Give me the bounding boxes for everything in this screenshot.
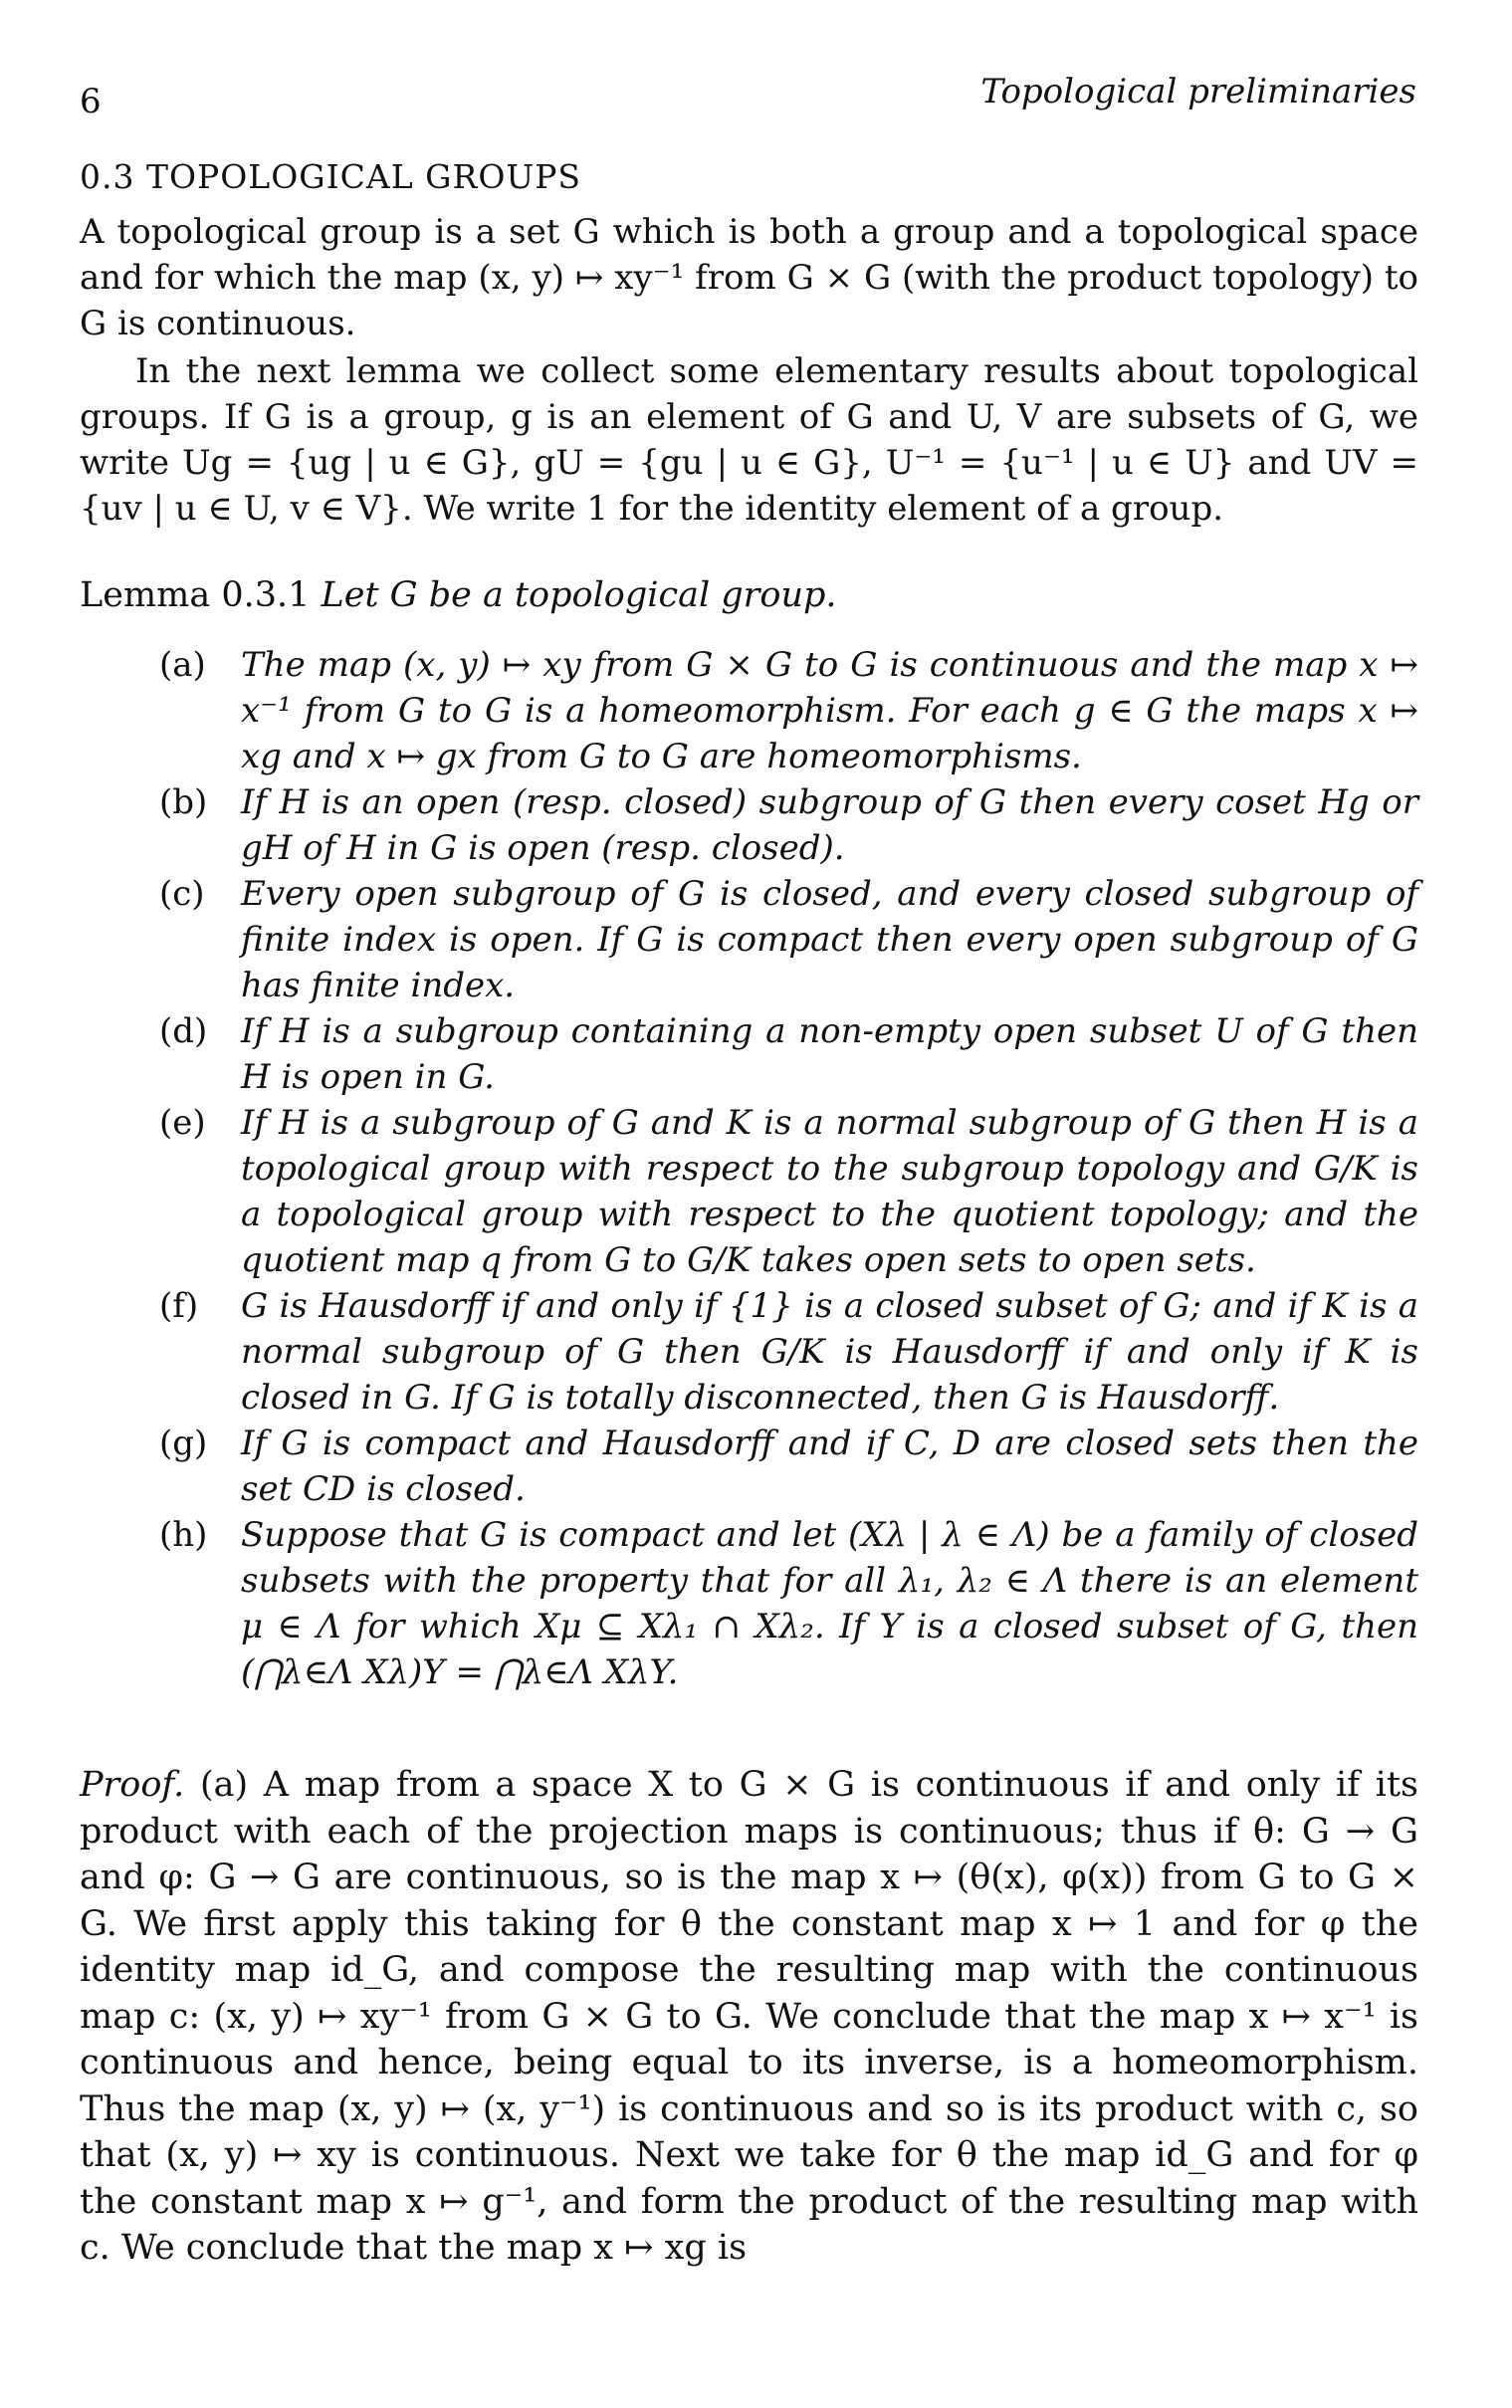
item-label: (a) [159,645,206,685]
running-head: Topological preliminaries [980,72,1416,111]
lemma-label: Lemma 0.3.1 [80,575,311,615]
item-text: If G is compact and Hausdorff and if C, D are closed sets then the set CD is closed. [241,1423,1418,1509]
section-title: 0.3 TOPOLOGICAL GROUPS [80,157,582,196]
lemma-item-b [159,779,1418,871]
proof-text: (a) A map from a space X to G × G is continuous if and only if its product with each of the projection maps is continuous; thus if θ: G → G and φ: G → G are continuous, so is the map x ↦ (θ(x), φ(x)) from G to G × G. We first apply this taking for θ the constant map x ↦ 1 and for φ the identity map id_G, and compose the resulting map with the continuous map c: (x, y) ↦ xy⁻¹ from G × G to G. We conclude that the map x ↦ x⁻¹ is continuous and hence, being equal to its inverse, is a homeomorphism. Thus the map (x, y) ↦ (x, y⁻¹) is continuous and so is its product with c, so that (x, y) ↦ xy is continuous. Next we take for θ the map id_G and for φ the constant map x ↦ g⁻¹, and form the product of the resulting map with c. We conclude that the map x ↦ xg is [80,1765,1418,2268]
lemma-items [159,642,1418,1695]
lemma-item-a [159,642,1418,779]
item-text: If H is an open (resp. closed) subgroup of G then every coset Hg or gH of H in G is open (resp. closed). [241,782,1418,868]
item-text: If H is a subgroup of G and K is a normal subgroup of G then H is a topological group with respect to the subgroup topology and G/K is a topological group with respect to the quotient topology; and the quotient map q from G to G/K takes open sets to open sets. [241,1103,1418,1280]
intro-paragraph: A topological group is a set G which is both a group and a topological space and for which the map (x, y) ↦ xy⁻¹ from G × G (with the product topology) to G is continuous. [80,212,1418,343]
lemma-item-e [159,1100,1418,1283]
item-label: (e) [159,1103,206,1143]
item-text: G is Hausdorff if and only if {1} is a closed subset of G; and if K is a normal subgroup of G then G/K is Hausdorff if and only if K is closed in G. If G is totally disconnected, then G is Hausdorff. [241,1286,1418,1418]
lemma-item-f [159,1283,1418,1421]
lemma-item-g [159,1421,1418,1512]
item-text: If H is a subgroup containing a non-empty open subset U of G then H is open in G. [241,1011,1418,1097]
proof-label: Proof. [80,1765,185,1805]
page-number: 6 [80,82,102,121]
item-label: (c) [159,874,205,914]
lemma-item-c [159,871,1418,1008]
lemma-statement: Let G be a topological group. [321,575,837,615]
notation-paragraph: In the next lemma we collect some elementary results about topological groups. If G is a group, g is an element of G and U, V are subsets of G, we write Ug = {ug | u ∈ G}, gU = {gu | u ∈ G}, U⁻¹ = {u⁻¹ | u ∈ U} and UV = {uv | u ∈ U, v ∈ V}. We write 1 for the identity element of a group. [80,351,1418,529]
item-label: (b) [159,782,208,822]
item-text: Suppose that G is compact and let (Xλ | λ ∈ Λ) be a family of closed subsets with the property that for all λ₁, λ₂ ∈ Λ there is an element μ ∈ Λ for which Xμ ⊆ Xλ₁ ∩ Xλ₂. If Y is a closed subset of G, then (⋂λ∈Λ Xλ)Y = ⋂λ∈Λ XλY. [241,1515,1418,1692]
lemma-item-h [159,1512,1418,1695]
item-label: (g) [159,1423,208,1463]
item-label: (f) [159,1286,199,1326]
proof-paragraph [80,1762,1418,2272]
lemma-heading [80,575,837,615]
item-text: Every open subgroup of G is closed, and every closed subgroup of finite index is open. If G is compact then every open subgroup of G has finite index. [241,874,1418,1005]
item-label: (h) [159,1515,208,1555]
lemma-item-d [159,1008,1418,1100]
item-text: The map (x, y) ↦ xy from G × G to G is continuous and the map x ↦ x⁻¹ from G to G is a homeomorphism. For each g ∈ G the maps x ↦ xg and x ↦ gx from G to G are homeomorphisms. [241,645,1418,776]
item-label: (d) [159,1011,208,1051]
